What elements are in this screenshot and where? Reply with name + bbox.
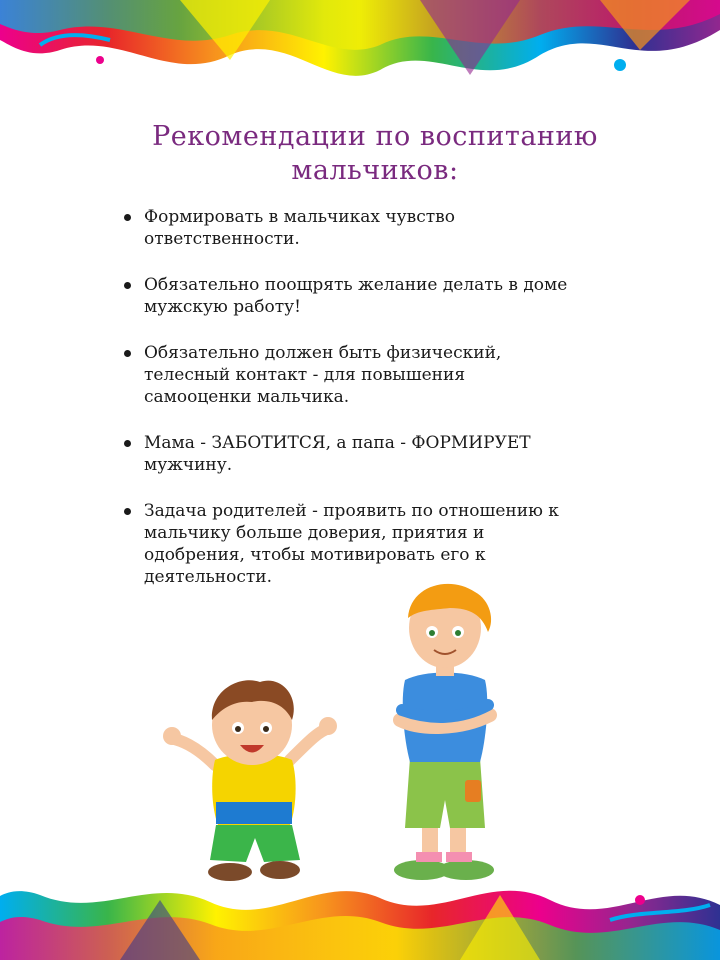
list-item-line: Задача родителей - проявить по отношению к	[144, 501, 559, 521]
bullet-icon	[124, 440, 131, 447]
title-line: Рекомендации по воспитанию	[152, 121, 598, 152]
list-item	[122, 432, 622, 476]
list-item-line: мальчику больше доверия, приятия и	[144, 523, 485, 543]
list-item-line: Обязательно поощрять желание делать в доме	[144, 275, 568, 295]
list-item-line: Обязательно должен быть физический,	[144, 343, 502, 363]
list-item-line: одобрения, чтобы мотивировать его к	[144, 545, 486, 565]
list-item-line: деятельности.	[144, 567, 272, 587]
list-item-line: ответственности.	[144, 229, 300, 249]
list-item-line: Формировать в мальчиках чувство	[144, 207, 455, 227]
list-item-line: самооценки мальчика.	[144, 387, 350, 407]
list-item-line: Мама - ЗАБОТИТСЯ, а папа - ФОРМИРУЕТ	[144, 433, 531, 453]
list-item	[122, 206, 622, 250]
bullet-icon	[124, 350, 131, 357]
page-title	[80, 120, 670, 188]
list-item-line: телесный контакт - для повышения	[144, 365, 466, 385]
bullet-icon	[124, 214, 131, 221]
recommendations-list	[122, 206, 622, 612]
bullet-icon	[124, 508, 131, 515]
list-item	[122, 342, 622, 408]
small-boy-cartoon	[163, 680, 337, 881]
bullet-icon	[124, 282, 131, 289]
list-item-line: мужчину.	[144, 455, 233, 475]
tall-boy-cartoon	[394, 584, 494, 880]
list-item	[122, 274, 622, 318]
rainbow-border-bottom	[0, 860, 720, 960]
title-line: мальчиков:	[291, 155, 459, 186]
boys-illustration	[160, 570, 540, 890]
list-item-line: мужскую работу!	[144, 297, 301, 317]
